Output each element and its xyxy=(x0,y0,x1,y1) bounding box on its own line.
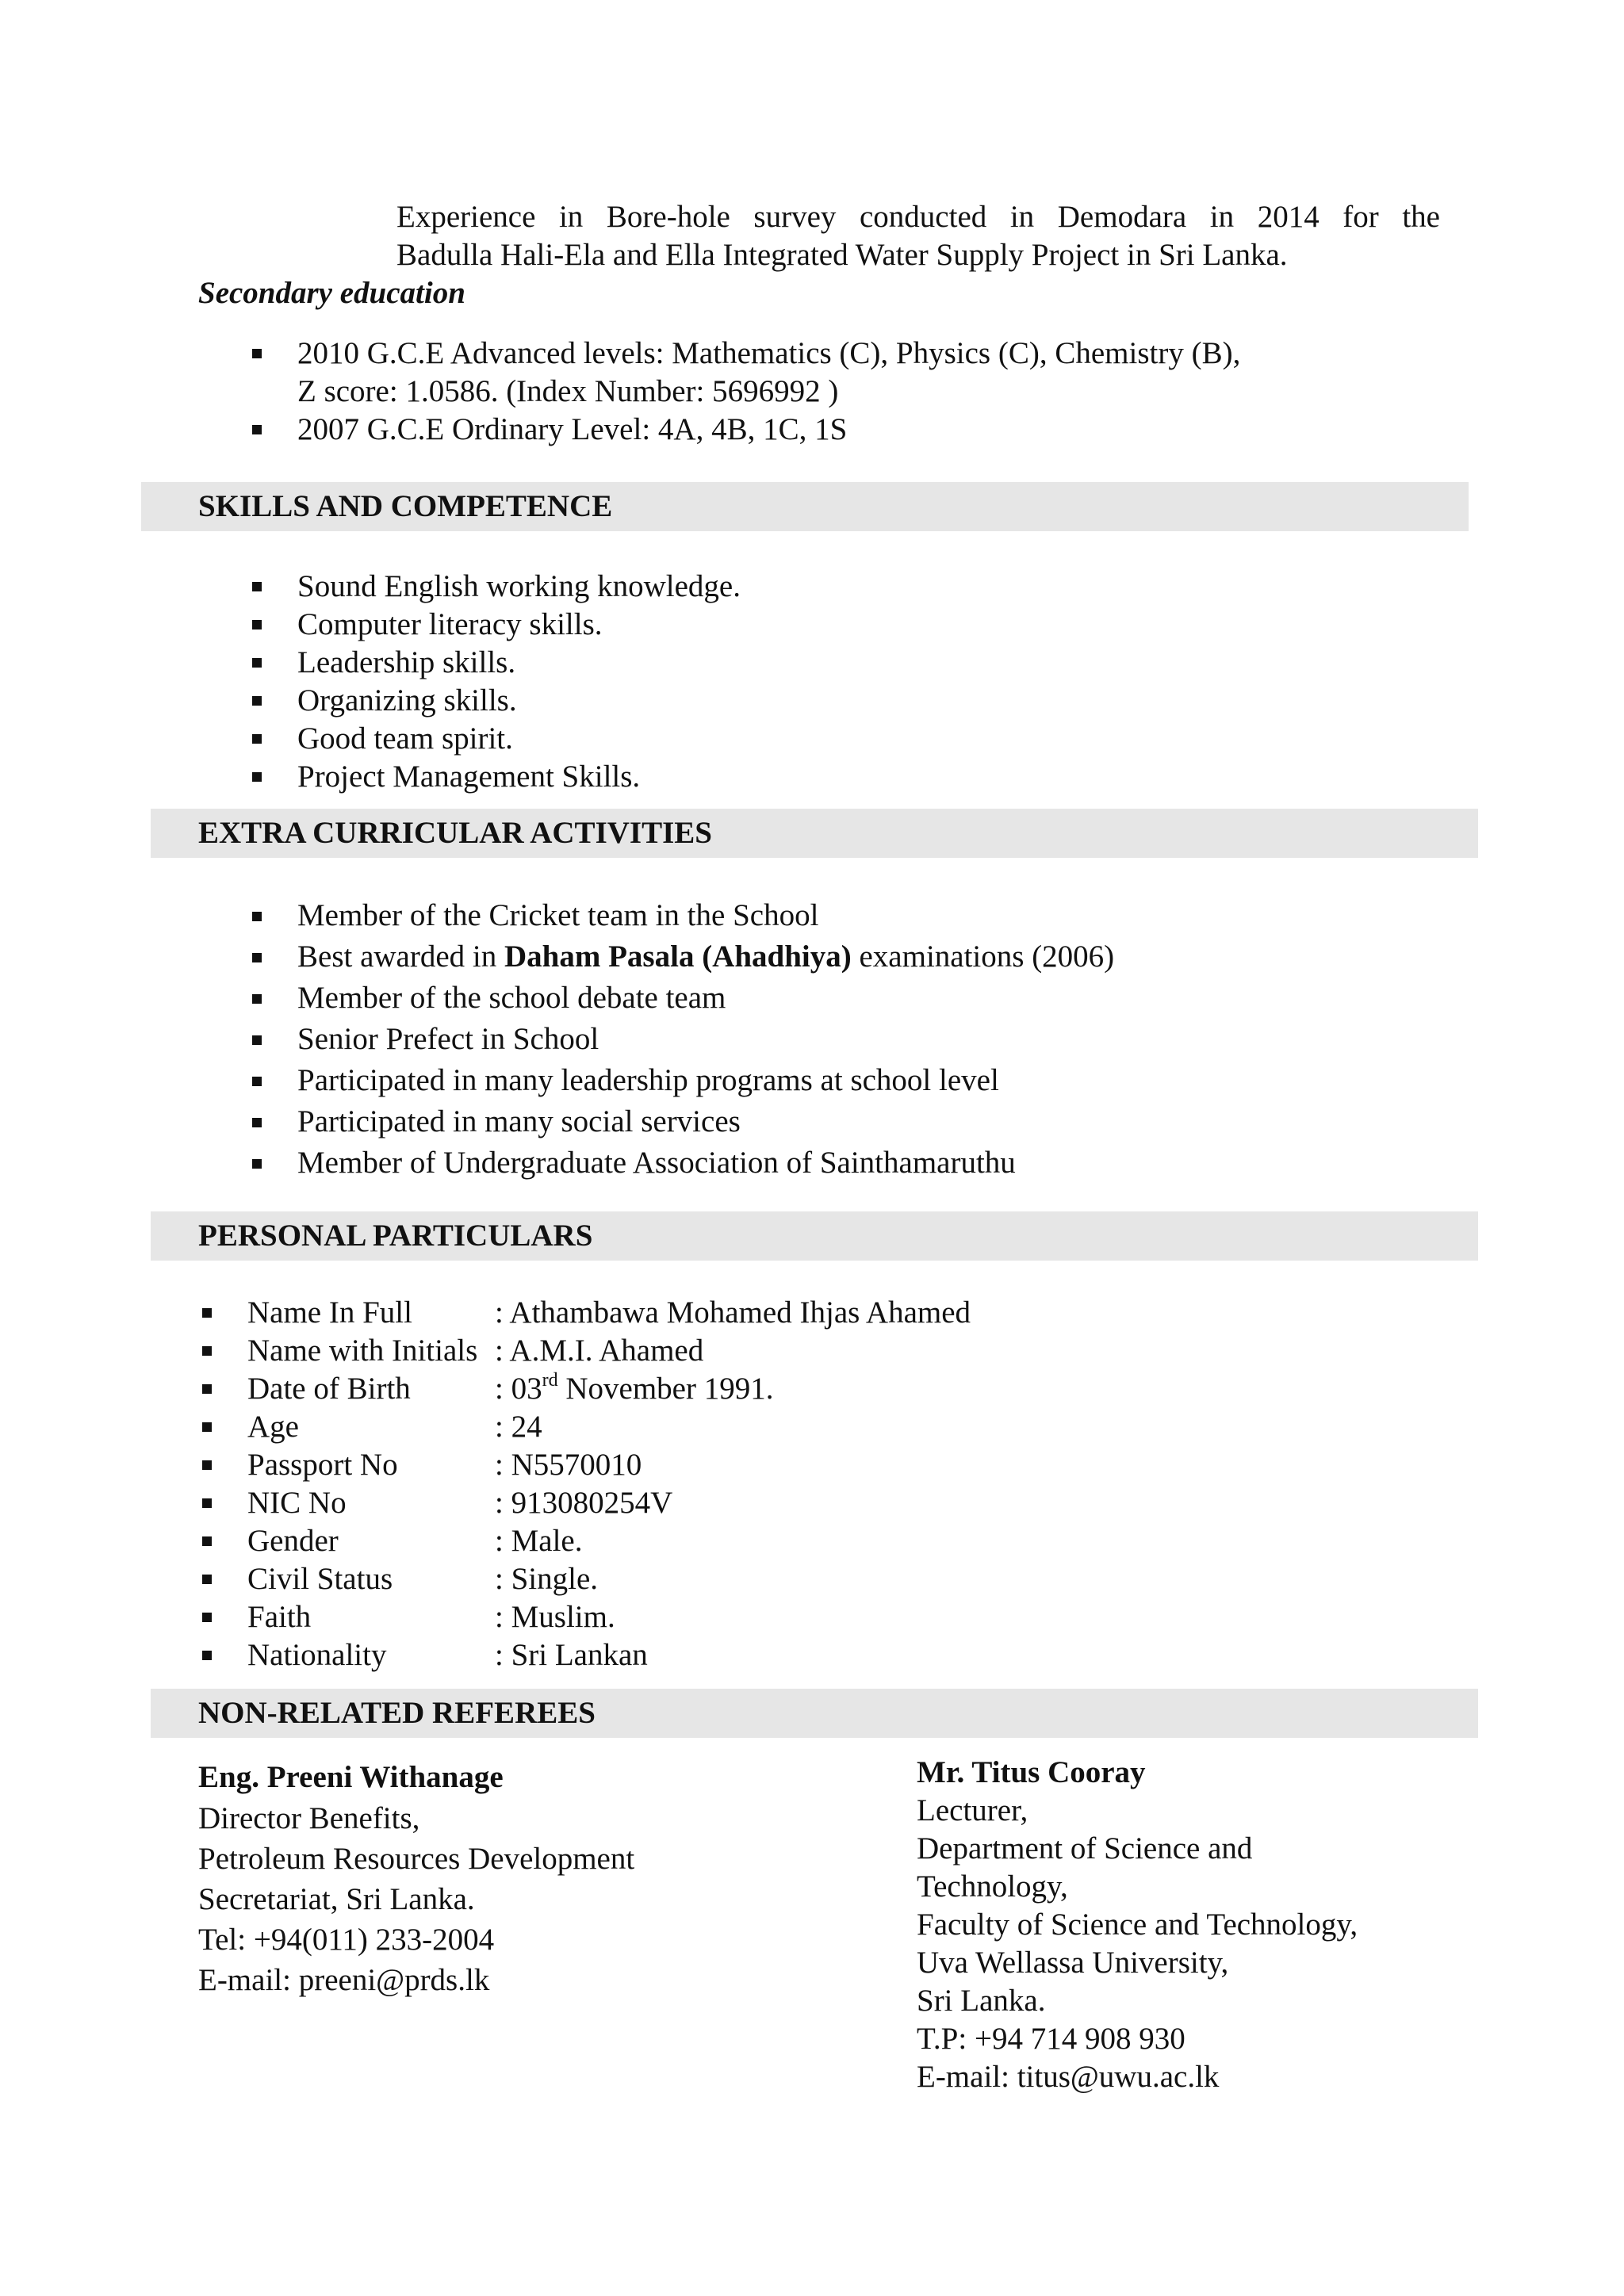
list-item-text: Best awarded in xyxy=(297,939,505,974)
bullet-icon xyxy=(252,658,262,668)
field-value-text: November 1991. xyxy=(557,1372,774,1406)
field-label: Passport No xyxy=(247,1448,398,1482)
bullet-icon xyxy=(202,1536,212,1546)
extra-curricular-section-band xyxy=(151,809,1478,858)
field-label: Civil Status xyxy=(247,1562,393,1596)
bullet-icon xyxy=(252,620,262,629)
field-label: Gender xyxy=(247,1524,339,1558)
referee-line: Faculty of Science and Technology, xyxy=(917,1908,1358,1942)
ordinal-suffix: rd xyxy=(542,1370,558,1391)
list-item: Participated in many leadership programs at school level xyxy=(297,1063,999,1097)
field-label: Faith xyxy=(247,1600,312,1634)
referee-line: T.P: +94 714 908 930 xyxy=(917,2022,1185,2056)
referee-name: Eng. Preeni Withanage xyxy=(198,1760,504,1794)
referee-name: Mr. Titus Cooray xyxy=(917,1755,1146,1789)
bullet-icon xyxy=(202,1346,212,1356)
list-item: Leadership skills. xyxy=(297,645,516,679)
field-value xyxy=(495,1370,773,1408)
bullet-icon xyxy=(252,582,262,591)
bullet-icon xyxy=(252,696,262,706)
field-label: Date of Birth xyxy=(247,1372,411,1406)
field-label: Nationality xyxy=(247,1638,387,1672)
referee-line: Uva Wellassa University, xyxy=(917,1946,1229,1980)
section-heading: NON-RELATED REFEREES xyxy=(198,1696,596,1730)
list-item: Member of the Cricket team in the School xyxy=(297,898,819,932)
list-item: 2010 G.C.E Advanced levels: Mathematics (C), Physics (C), Chemistry (B), xyxy=(297,336,1241,370)
bullet-icon xyxy=(202,1422,212,1432)
list-item: Sound English working knowledge. xyxy=(297,569,741,603)
bullet-icon xyxy=(202,1575,212,1584)
referee-line: Technology, xyxy=(917,1869,1068,1904)
field-value: : Single. xyxy=(495,1562,599,1596)
list-item: Senior Prefect in School xyxy=(297,1022,599,1056)
referee-line: E-mail: titus@uwu.ac.lk xyxy=(917,2060,1220,2094)
experience-line-2: Badulla Hali-Ela and Ella Integrated Water Supply Project in Sri Lanka. xyxy=(396,238,1288,272)
bullet-icon xyxy=(202,1384,212,1394)
field-value: : Muslim. xyxy=(495,1600,615,1634)
bullet-icon xyxy=(252,1159,262,1169)
field-value: : 24 xyxy=(495,1410,542,1444)
referee-line: Department of Science and xyxy=(917,1831,1253,1866)
field-value: : 913080254V xyxy=(495,1486,673,1520)
referee-line: Lecturer, xyxy=(917,1793,1028,1827)
personal-particulars-section-band xyxy=(151,1211,1478,1261)
bullet-icon xyxy=(202,1651,212,1660)
bullet-icon xyxy=(202,1498,212,1508)
list-item: Participated in many social services xyxy=(297,1104,741,1138)
field-value: : A.M.I. Ahamed xyxy=(495,1334,704,1368)
list-item: Member of Undergraduate Association of Sainthamaruthu xyxy=(297,1146,1016,1180)
referee-line: E-mail: preeni@prds.lk xyxy=(198,1963,490,1997)
list-item: Member of the school debate team xyxy=(297,981,726,1015)
field-label: Name In Full xyxy=(247,1295,412,1330)
section-heading: PERSONAL PARTICULARS xyxy=(198,1219,593,1253)
referee-line: Secretariat, Sri Lanka. xyxy=(198,1882,475,1916)
bullet-icon xyxy=(252,912,262,921)
list-item: Good team spirit. xyxy=(297,721,513,756)
bullet-icon xyxy=(202,1308,212,1318)
list-item-continuation: Z score: 1.0586. (Index Number: 5696992 ) xyxy=(297,374,839,408)
list-item: 2007 G.C.E Ordinary Level: 4A, 4B, 1C, 1S xyxy=(297,412,848,446)
bullet-icon xyxy=(252,953,262,962)
section-heading: EXTRA CURRICULAR ACTIVITIES xyxy=(198,816,712,850)
list-item: Computer literacy skills. xyxy=(297,607,603,641)
field-label: Age xyxy=(247,1410,299,1444)
list-item xyxy=(297,938,1114,976)
field-value: : Athambawa Mohamed Ihjas Ahamed xyxy=(495,1295,971,1330)
field-value-text: : 03 xyxy=(495,1372,542,1406)
bullet-icon xyxy=(252,1035,262,1045)
list-item-bold-text: Daham Pasala (Ahadhiya) xyxy=(504,939,852,974)
bullet-icon xyxy=(252,425,262,434)
referees-section-band xyxy=(151,1689,1478,1738)
list-item: Project Management Skills. xyxy=(297,760,641,794)
bullet-icon xyxy=(252,772,262,782)
experience-line-1: Experience in Bore-hole survey conducted in Demodara in 2014 for the xyxy=(396,200,1440,234)
bullet-icon xyxy=(252,1118,262,1127)
field-label: Name with Initials xyxy=(247,1334,478,1368)
referee-line: Petroleum Resources Development xyxy=(198,1842,635,1876)
referee-line: Director Benefits, xyxy=(198,1801,420,1835)
secondary-education-heading: Secondary education xyxy=(198,276,465,310)
bullet-icon xyxy=(252,349,262,358)
referee-line: Sri Lanka. xyxy=(917,1984,1046,2018)
field-label: NIC No xyxy=(247,1486,347,1520)
field-value: : Sri Lankan xyxy=(495,1638,648,1672)
field-value: : N5570010 xyxy=(495,1448,642,1482)
list-item: Organizing skills. xyxy=(297,683,517,718)
bullet-icon xyxy=(202,1613,212,1622)
referee-line: Tel: +94(011) 233-2004 xyxy=(198,1923,495,1957)
bullet-icon xyxy=(252,994,262,1004)
list-item-text: examinations (2006) xyxy=(851,939,1115,974)
bullet-icon xyxy=(202,1460,212,1470)
skills-section-band xyxy=(141,482,1469,531)
field-value: : Male. xyxy=(495,1524,583,1558)
section-heading: SKILLS AND COMPETENCE xyxy=(198,489,613,523)
bullet-icon xyxy=(252,1077,262,1086)
bullet-icon xyxy=(252,734,262,744)
